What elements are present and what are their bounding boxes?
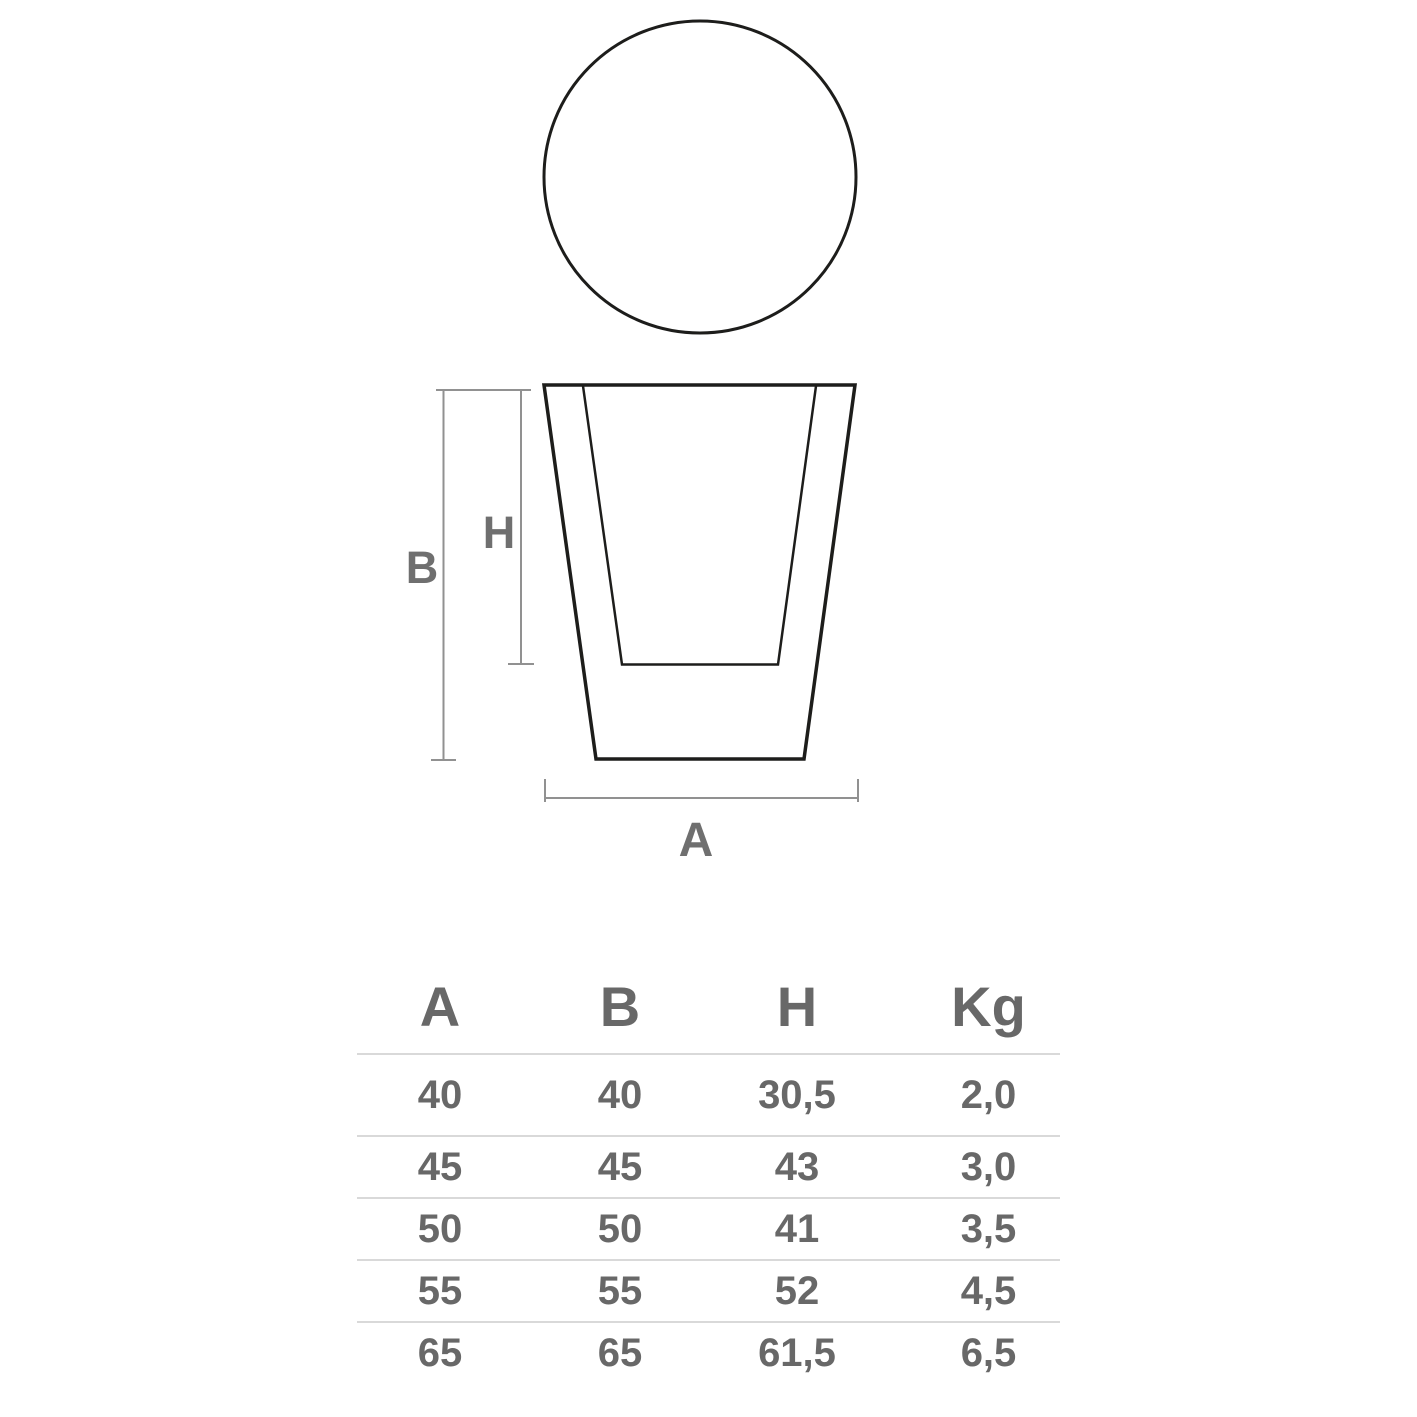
column-header-kg: Kg [951,974,1026,1038]
dim-a-label: A [678,814,714,867]
table-row [357,1197,1060,1259]
cell-b: 65 [597,1330,643,1375]
cell-kg: 6,5 [960,1330,1017,1375]
table-row [357,1259,1060,1321]
cell-kg: 2,0 [960,1072,1017,1117]
cell-b: 40 [597,1072,643,1117]
cell-kg: 3,0 [960,1144,1017,1189]
cell-kg: 3,5 [960,1206,1017,1251]
cell-a: 40 [417,1072,463,1117]
cell-a: 45 [417,1144,463,1189]
top-view-circle [544,21,856,333]
cell-kg: 4,5 [960,1268,1017,1313]
table-row [357,1053,1060,1135]
dimension-lines [431,390,858,802]
table-row [357,1135,1060,1197]
table-row [357,1321,1060,1383]
column-header-b: B [599,974,641,1038]
front-view-inner-cavity [583,386,816,665]
dim-b-label: B [405,542,439,593]
size-table [357,959,1060,1383]
cell-b: 45 [597,1144,643,1189]
cell-a: 65 [417,1330,463,1375]
cell-h: 61,5 [758,1330,836,1375]
cell-h: 52 [774,1268,820,1313]
cell-a: 55 [417,1268,463,1313]
dim-h-label: H [482,507,516,558]
cell-h: 41 [774,1206,820,1251]
cell-b: 50 [597,1206,643,1251]
cell-a: 50 [417,1206,463,1251]
column-header-a: A [419,974,461,1038]
column-header-h: H [776,974,818,1038]
cell-h: 30,5 [758,1072,836,1117]
table-header-row [357,959,1060,1053]
cell-b: 55 [597,1268,643,1313]
cell-h: 43 [774,1144,820,1189]
